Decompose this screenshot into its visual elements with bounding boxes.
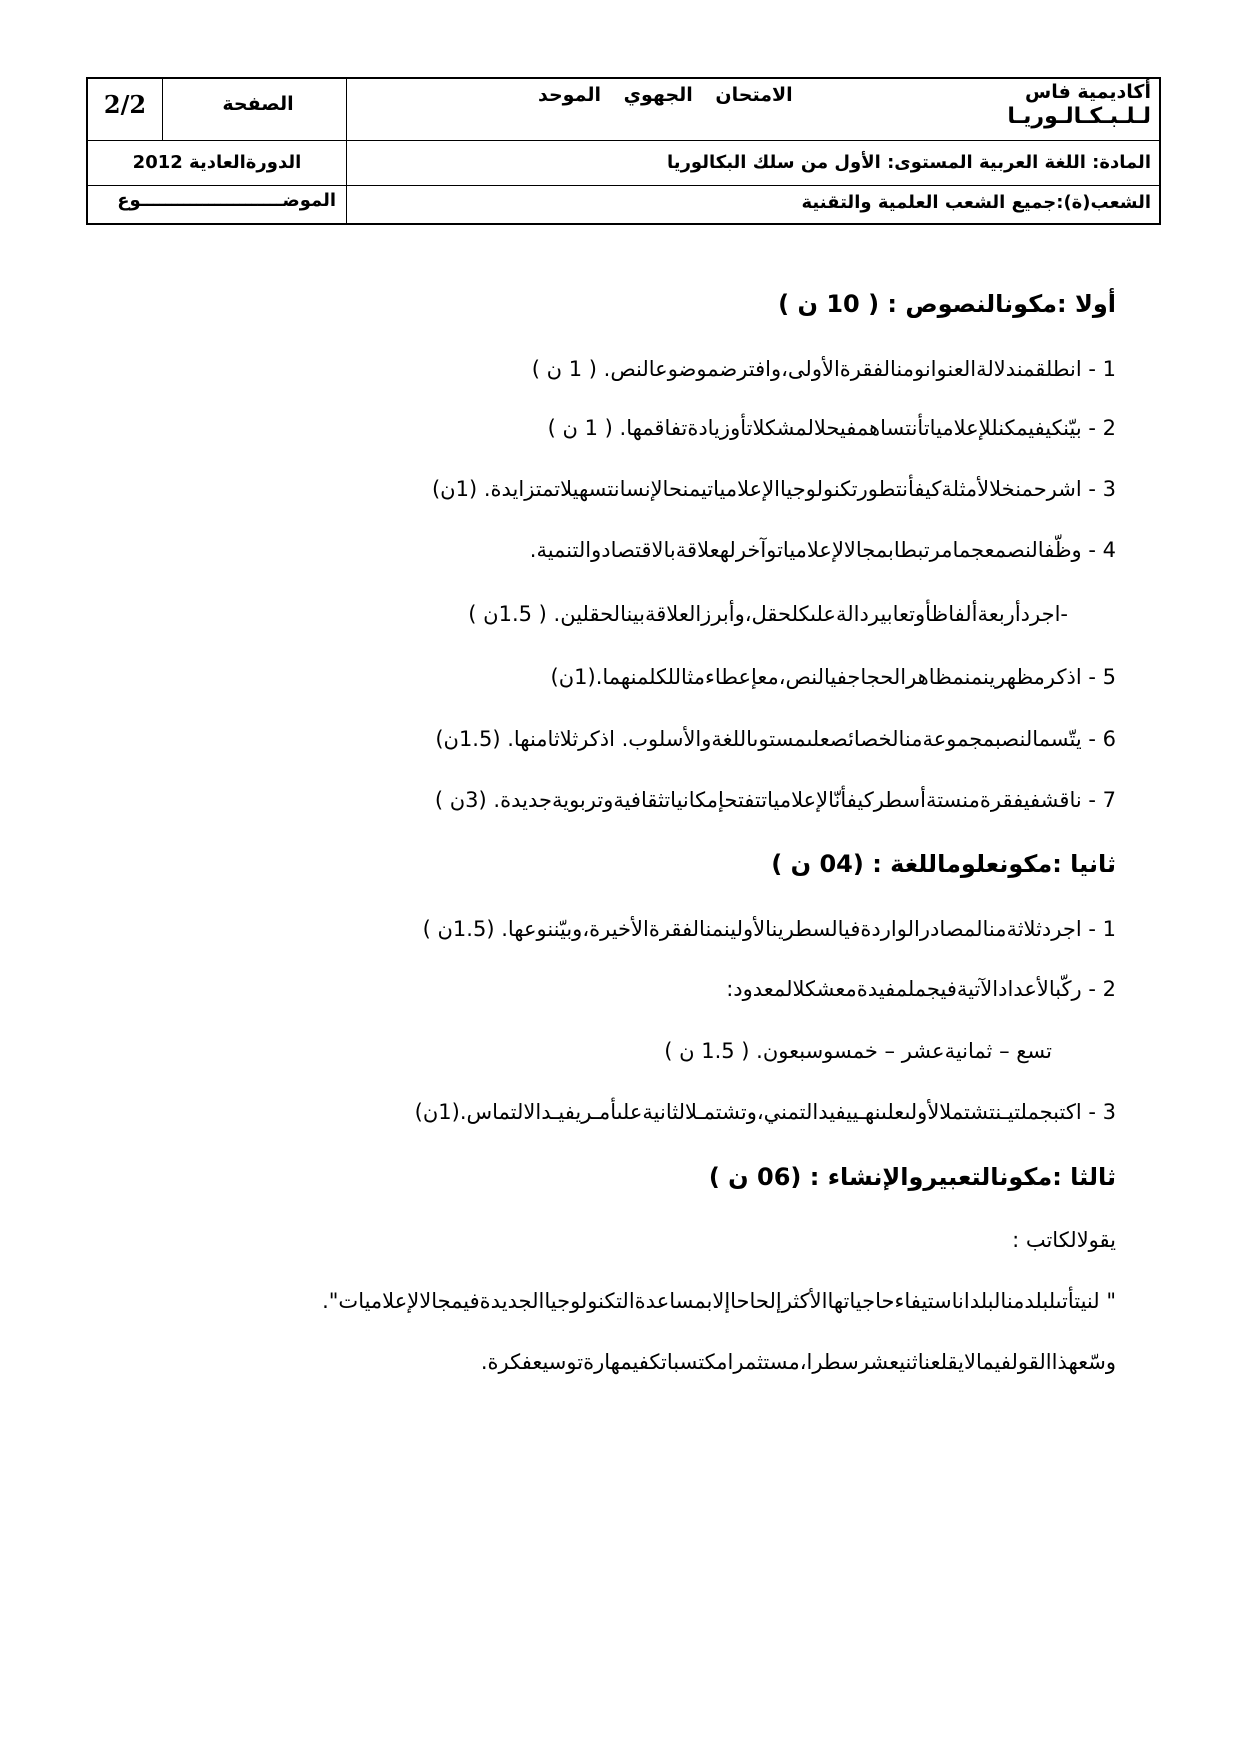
section-2-title: ثانيا :مكونعلوماللغة : (04 ن ) bbox=[771, 850, 1116, 878]
question-item: 2 - بيّنكيفيمكنللإعلامياتأنتساهمفيحلالمشكلاتأوزيادةتفاقمها. ( 1 ن ) bbox=[547, 416, 1116, 440]
question-item: 3 - اشرحمنخلالأمثلةكيفأنتطورتكنولوجياالإعلامياتيمنحالإنسانتسهيلاتمتزايدة. (1ن) bbox=[431, 477, 1116, 501]
stream-label: الشعب(ة):جميع الشعب العلمية والتقنية bbox=[801, 192, 1151, 213]
author-intro: يقولالكاتب : bbox=[1012, 1228, 1116, 1252]
page-number: 2/2 bbox=[103, 90, 147, 119]
question-item: 5 - اذكرمظهرينمنمظاهرالحجاجفيالنص،معإعطاءمثاللكلمنهما.(1ن) bbox=[550, 665, 1116, 689]
question-item: 1 - انطلقمندلالةالعنوانومنالفقرةالأولى،وافترضموضوعالنص. ( 1 ن ) bbox=[531, 357, 1116, 381]
baccalaureate-label: لـلـبـكـالـوريـا bbox=[1007, 104, 1151, 129]
question-item: 4 - وظّفالنصمعجمامرتبطابمجالالإعلامياتوآخرلهعلاقةبالاقتصادوالتنمية. bbox=[529, 538, 1116, 562]
section-1-title: أولا :مكونالنصوص : ( 10 ن ) bbox=[778, 290, 1116, 318]
header-row-1 bbox=[88, 79, 1159, 141]
page-label: الصفحة bbox=[222, 93, 294, 115]
writing-task: وسّعهذاالقولفيمالايقلعناثنيعشرسطرا،مستثمرامكتسباتكفيمهارةتوسيعفكرة. bbox=[480, 1350, 1116, 1374]
question-item: 1 - اجردثلاثةمنالمصادرالواردةفيالسطرينالأولينمنالفقرةالأخيرة،وبيّننوعها. (1.5ن ) bbox=[422, 917, 1116, 941]
exam-header-table bbox=[86, 77, 1161, 225]
section-3-title: ثالثا :مكونالتعبيروالإنشاء : (06 ن ) bbox=[708, 1163, 1116, 1191]
question-item: 7 - ناقشفيفقرةمنستةأسطركيفأنّالإعلامياتتفتحإمكانياتثقافيةوتربويةجديدة. (3ن ) bbox=[434, 788, 1116, 812]
topic-label: الموضـــــــــــــــــــــــوع bbox=[117, 190, 336, 211]
question-subitem: تسع – ثمانيةعشر – خمسوسبعون. ( 1.5 ن ) bbox=[664, 1039, 1052, 1063]
header-divider bbox=[346, 79, 347, 140]
question-item: 2 - ركّبالأعدادالآتيةفيجملمفيدةمعشكلالمعدود: bbox=[726, 977, 1116, 1001]
question-item: 3 - اكتبجملتيـنتشتملالأولىعلىنهـييفيدالتمني،وتشتمـلالثانيةعلىأمـريفيـدالالتماس.(1ن) bbox=[414, 1100, 1116, 1124]
exam-session: الدورةالعادية 2012 bbox=[132, 152, 302, 173]
subject-level: المادة: اللغة العربية المستوى: الأول من سلك البكالوريا bbox=[667, 152, 1151, 173]
header-divider bbox=[162, 79, 163, 140]
header-divider bbox=[346, 186, 347, 225]
question-subitem: -اجردأربعةألفاظأوتعابيردالةعلىكلحقل،وأبرزالعلاقةبينالحقلين. ( 1.5ن ) bbox=[468, 602, 1068, 626]
header-row-3 bbox=[88, 186, 1159, 225]
question-item: 6 - يتّسمالنصبمجموعةمنالخصائصعلىمستوىاللغةوالأسلوب. اذكرثلاثامنها. (1.5ن) bbox=[435, 727, 1116, 751]
academy-name: أكاديمية فاس bbox=[1024, 81, 1151, 103]
author-quote: " لنيتأتىلبلدمنالبلداناستيفاءحاجياتهاالأكثرإلحاحاإلابمساعدةالتكنولوجياالجديدةفيمجالالإعلاميات". bbox=[322, 1289, 1116, 1313]
exam-title: الامتحان الجهوي الموحد bbox=[538, 84, 793, 106]
header-divider bbox=[346, 141, 347, 185]
header-row-2 bbox=[88, 141, 1159, 186]
